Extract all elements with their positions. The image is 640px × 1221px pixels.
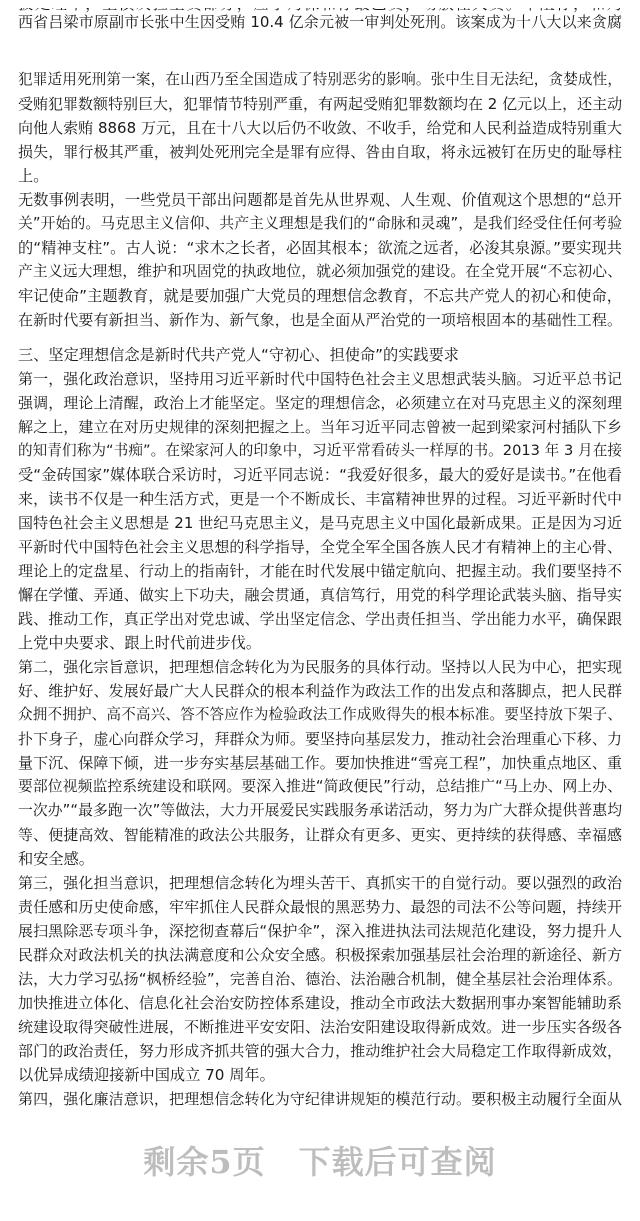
text-line: 和安全感。 [18, 850, 94, 868]
text-line: 的“精神支柱”。古人说：“求木之长者，必固其根本；欲流之远者，必浚其泉源。”要实现共 [18, 239, 622, 257]
text-line: 民群众对政法机关的执法满意度和公众安全感。积极探索加强基层社会治理的新途径、新方 [18, 946, 622, 964]
text-line: 法，大力学习弘扬“枫桥经验”，完善自治、德治、法治融合机制，健全基层社会治理体系。 [18, 970, 622, 988]
text-line: 好、维护好、发展好最广大人民群众的根本利益作为政法工作的出发点和落脚点，把人民群 [18, 682, 622, 700]
text-line: 量下沉、保障下倾，进一步夯实基层基础工作。要加快推进“雪亮工程”，加快重点地区、重 [18, 754, 622, 772]
text-line: 部门的政治责任，努力形成齐抓共管的强大合力，推动维护社会大局稳定工作取得新成效， [18, 1042, 622, 1060]
text-line: 上。 [18, 167, 49, 185]
text-line: 展扫黑除恶专项斗争，深挖彻查幕后“保护伞”，深入推进执法司法规范化建设，努力提升人 [18, 922, 622, 940]
text-line: 第三，强化担当意识，把理想信念转化为埋头苦干、真抓实干的自觉行动。要以强烈的政治 [18, 874, 622, 892]
text-line: 向他人索贿 8868 万元，且在十八大以后仍不收敛、不收手，给党和人民利益造成特别重大 [18, 119, 622, 137]
text-line: 损失，罪行极其严重，被判处死刑完全是罪有应得、咎由自取，将永远被钉在历史的耻辱柱 [18, 143, 622, 161]
text-line: 产主义远大理想，维护和巩固党的执政地位，就必须加强党的建设。在全党开展“不忘初心、 [18, 263, 622, 280]
text-line: 理论上的定盘星、行动上的指南针，才能在时代发展中锚定航向、把握主动。我们要坚持不 [18, 562, 622, 580]
text-line: 受贿犯罪数额特别巨大，犯罪情节特别严重，有两起受贿犯罪数额均在 2 亿元以上，还主动 [18, 95, 623, 113]
text-line: 平新时代中国特色社会主义思想的科学指导，全党全军全国各族人民才有精神上的主心骨、 [18, 538, 622, 556]
text-line: 第一，强化政治意识，坚持用习近平新时代中国特色社会主义思想武装头脑。习近平总书记 [18, 370, 622, 388]
download-prompt-text: 剩余5页 下载后可查阅 [143, 1143, 497, 1181]
text-line: 第二，强化宗旨意识，把理想信念转化为为民服务的具体行动。坚持以人民为中心，把实现 [18, 658, 622, 676]
text-line: 一次办”“最多跑一次”等做法，大力开展爱民实践服务承诺活动，努力为广大群众提供普惠均 [18, 802, 622, 819]
text-line: 受“金砖国家”媒体联合采访时，习近平同志说：“我爱好很多，最大的爱好是读书。”在他看 [18, 466, 622, 484]
text-line: 关”开始的。马克思主义信仰、共产主义理想是我们的“命脉和灵魂”，是我们经受住任何考验 [18, 215, 622, 232]
text-line: 牢记使命”主题教育，就是要加强广大党员的理想信念教育，不忘共产党人的初心和使命， [18, 287, 622, 305]
text-line: 要部位视频监控系统建设和联网。要深入推进“简政便民”行动，总结推广“马上办、网上办、 [18, 778, 622, 795]
text-line: 来，读书不仅是一种生活方式，更是一个不断成长、丰富精神世界的过程。习近平新时代中 [18, 490, 622, 508]
text-line: 懈在学懂、弄通、做实上下功夫，融会贯通，真信笃行，用党的科学理论武装头脑、指导实 [18, 586, 622, 604]
text-line: 扑下身子，虚心向群众学习，拜群众为师。要坚持向基层发力，推动社会治理重心下移、力 [18, 730, 622, 748]
text-line: 众拥不拥护、高不高兴、答不答应作为检验政法工作成败得失的根本标准。要坚持放下架子、 [18, 706, 622, 723]
text-line: 践、推动工作，真正学出对党忠诚、学出坚定信念、学出责任担当、学出能力水平，确保跟 [18, 610, 622, 628]
text-line: 国特色社会主义思想是 21 世纪马克思主义，是马克思主义中国化最新成果。正是因为习近 [18, 514, 622, 532]
text-line: 等、便捷高效、智能精准的政法公共服务，让群众有更多、更实、更持续的获得感、幸福感 [18, 826, 622, 844]
text-line: 解之上，建立在对历史规律的深刻把握之上。当年习近平同志曾被一起到梁家河村插队下乡 [18, 418, 622, 436]
section-heading: 三、坚定理想信念是新时代共产党人“守初心、担使命”的实践要求 [18, 346, 459, 364]
page-top-edge [0, 0, 640, 8]
text-line: 上党中央要求、跟上时代前进步伐。 [18, 634, 261, 652]
text-line: 统建设取得突破性进展，不断推进平安安阳、法治安阳建设取得新成效。进一步压实各级各 [18, 1018, 622, 1036]
text-line: 在新时代要有新担当、新作为、新气象，也是全面从严治党的一项培根固本的基础性工程。 [18, 311, 622, 329]
text-line: 强调，理论上清醒，政治上才能坚定。坚定的理想信念，必须建立在对马克思主义的深刻理 [18, 394, 622, 412]
text-line: 西省吕梁市原副市长张中生因受贿 10.4 亿余元被一审判处死刑。该案成为十八大以来贪腐 [18, 13, 622, 31]
text-line: 的知青们称为“书痴”。在梁家河人的印象中，习近平常看砖头一样厚的书。2013 年 3 月在接 [18, 442, 622, 459]
text-line: 责任感和历史使命感，牢牢抓住人民群众最恨的黑恶势力、最怨的司法不公等问题，持续开 [18, 898, 622, 916]
text-line: 以优异成绩迎接新中国成立 70 周年。 [18, 1066, 275, 1084]
text-line: 加快推进立体化、信息化社会治安防控体系建设，推动全市政法大数据刑事办案智能辅助系 [18, 994, 622, 1012]
text-line: 无数事例表明，一些党员干部出问题都是首先从世界观、人生观、价值观这个思想的“总开 [18, 191, 622, 209]
text-line: 犯罪适用死刑第一案，在山西乃至全国造成了特别恶劣的影响。张中生目无法纪，贪婪成性， [18, 71, 622, 88]
download-prompt-banner[interactable] [0, 1134, 640, 1186]
text-line: 第四，强化廉洁意识，把理想信念转化为守纪律讲规矩的模范行动。要积极主动履行全面从 [18, 1090, 622, 1108]
